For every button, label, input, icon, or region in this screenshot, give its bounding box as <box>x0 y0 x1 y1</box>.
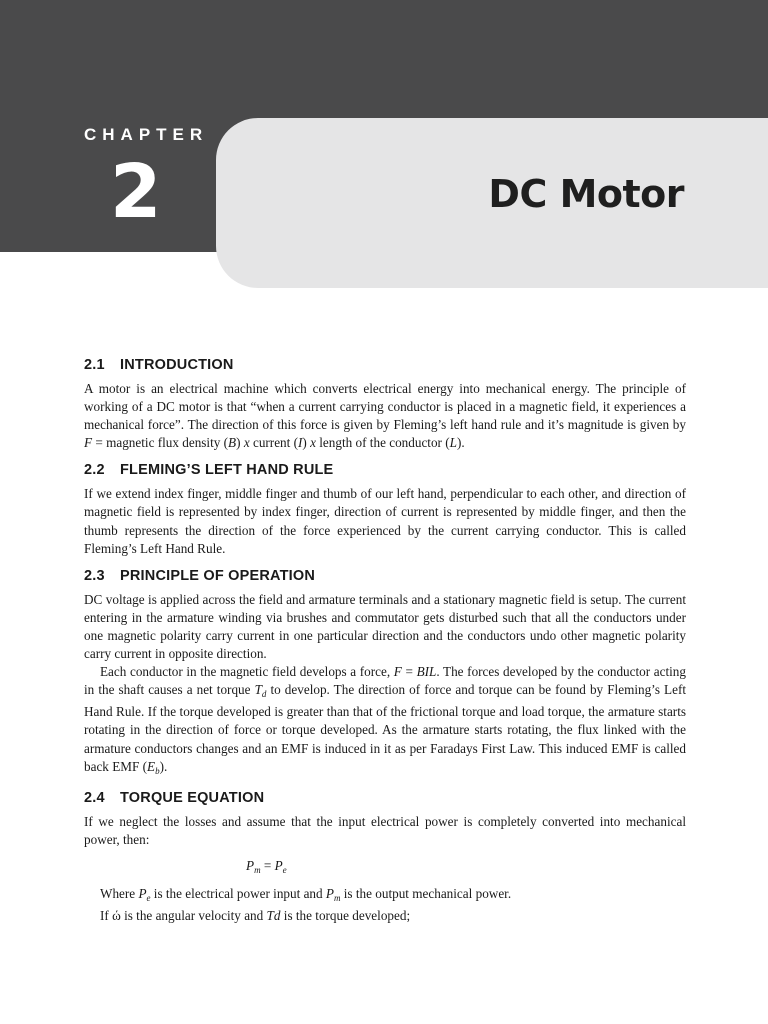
paragraph: A motor is an electrical machine which converts electrical energy into mechanical energy. The principle of working of a DC motor is that “when a current carrying conductor is placed in a magnetic field, it experiences a mechanical force”. The direction of this force is given by Fleming’s left hand rule and it’s magnitude is given by F = magnetic flux density (B) x current (I) x length of the conductor (L). <box>84 381 686 451</box>
section-introduction <box>84 355 686 452</box>
section-title: FLEMING’S LEFT HAND RULE <box>120 462 334 479</box>
paragraph: Each conductor in the magnetic field develops a force, F = BIL. The forces developed by the conductor acting in the shaft causes a net torque $T_d$ to develop. The direction of force and torque can be found by Fleming’s Left Hand Rule. If the torque developed is greater than that of the frictional torque and load torque, the armature starts rotating in the direction of force or torque developed. As the armature starts rotating, the flux linked with the armature conductors changes and an EMF is induced in it as per Faradays First Law. This induced EMF is called back EMF $(E_b)$. <box>84 664 687 776</box>
section-heading <box>84 788 686 808</box>
paragraph: Where $P_e$ is the electrical power input and $P_m$ is the output mechanical power. <box>100 885 512 903</box>
section-flemings-rule <box>84 460 686 557</box>
equation: $P_m = P_e$ <box>246 857 287 875</box>
section-heading <box>84 355 686 375</box>
chapter-label: CHAPTER <box>84 125 209 144</box>
chapter-title: DC Motor <box>488 172 684 216</box>
section-number: 2.2 <box>84 462 105 479</box>
paragraph: DC voltage is applied across the field and armature terminals and a stationary magnetic field is setup. The current entering in the armature winding via brushes and commutator gets disturbed such that all the conductors under one magnetic polarity carry current in one particular direction and the conductors undo other magnetic polarity carry current in opposite direction. <box>84 591 686 662</box>
section-title: TORQUE EQUATION <box>120 789 265 806</box>
section-number: 2.4 <box>84 789 105 806</box>
chapter-number: 2 <box>110 149 162 235</box>
paragraph: If ώ is the angular velocity and Td is the torque developed; <box>100 908 411 924</box>
section-heading <box>84 566 686 586</box>
paragraph: If we extend index finger, middle finger and thumb of our left hand, perpendicular to each other, and direction of magnetic field is represented by index finger, direction of current is represented by middle finger, and then the thumb represents the direction of the force experienced by the current carrying conductor. This is called Fleming’s Left Hand Rule. <box>84 486 686 556</box>
section-number: 2.3 <box>84 567 105 584</box>
section-principle-of-operation <box>84 566 686 780</box>
section-torque-equation <box>84 788 686 925</box>
section-title: PRINCIPLE OF OPERATION <box>120 567 316 584</box>
paragraph: If we neglect the losses and assume that the input electrical power is completely converted into mechanical power, then: <box>84 813 686 847</box>
page-body <box>84 355 686 933</box>
section-title: INTRODUCTION <box>120 357 234 373</box>
section-heading <box>84 460 686 480</box>
section-number: 2.1 <box>84 357 105 373</box>
